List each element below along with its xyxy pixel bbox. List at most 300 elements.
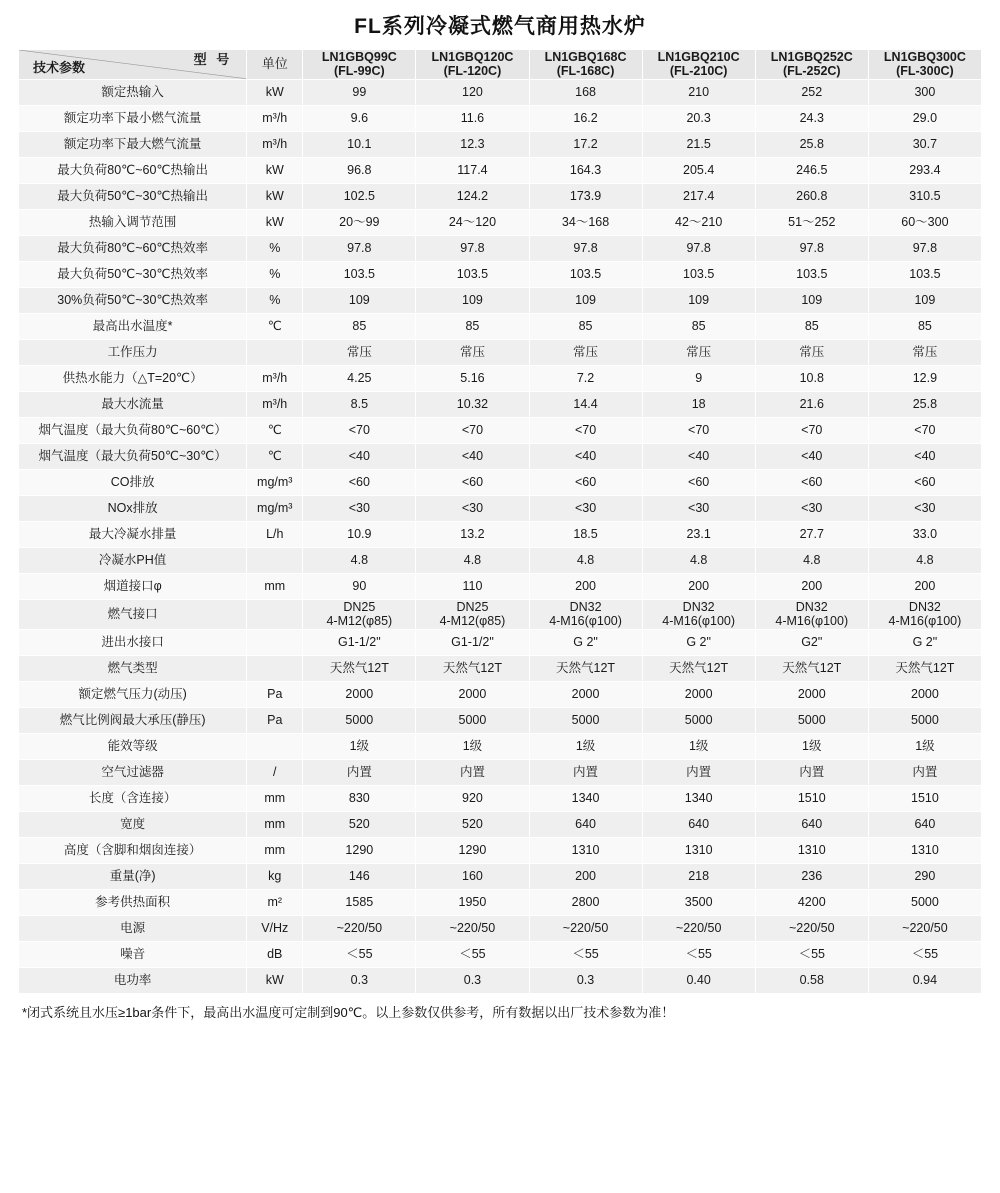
- row-value: 5000: [868, 707, 981, 733]
- row-parameter: 长度（含连接）: [19, 785, 247, 811]
- row-value: 20～99: [303, 209, 416, 235]
- table-row: [19, 495, 982, 521]
- row-value: 内置: [642, 759, 755, 785]
- row-unit: Pa: [247, 707, 303, 733]
- row-value: 2000: [303, 681, 416, 707]
- row-unit: L/h: [247, 521, 303, 547]
- table-row: [19, 365, 982, 391]
- row-value: ＜55: [416, 941, 529, 967]
- table-row: [19, 889, 982, 915]
- row-value-secondary: 4-M12(φ85): [439, 614, 506, 629]
- model-code: LN1GBQ252C: [770, 50, 853, 64]
- table-row: [19, 339, 982, 365]
- row-parameter: 燃气类型: [19, 655, 247, 681]
- row-value: G 2": [529, 629, 642, 655]
- row-value: 520: [303, 811, 416, 837]
- row-parameter: 工作压力: [19, 339, 247, 365]
- row-value: [416, 599, 529, 629]
- row-value: 200: [642, 573, 755, 599]
- row-value: 5000: [755, 707, 868, 733]
- row-value: ＜55: [642, 941, 755, 967]
- row-value: 1级: [529, 733, 642, 759]
- row-value: 1510: [868, 785, 981, 811]
- row-value: 18: [642, 391, 755, 417]
- row-value: 天然气12T: [642, 655, 755, 681]
- row-value: 常压: [868, 339, 981, 365]
- row-value: 0.3: [416, 967, 529, 993]
- row-value: 42～210: [642, 209, 755, 235]
- row-value: 160: [416, 863, 529, 889]
- row-value: ~220/50: [755, 915, 868, 941]
- row-value-primary: DN32: [569, 599, 602, 614]
- table-row: [19, 629, 982, 655]
- model-alias: (FL-120C): [443, 64, 502, 79]
- row-value-secondary: 4-M12(φ85): [326, 614, 393, 629]
- row-value: <70: [416, 417, 529, 443]
- row-unit: m³/h: [247, 365, 303, 391]
- row-value: 520: [416, 811, 529, 837]
- model-code: LN1GBQ99C: [321, 50, 397, 64]
- row-value: 103.5: [303, 261, 416, 287]
- row-value: 640: [529, 811, 642, 837]
- table-row: [19, 469, 982, 495]
- row-value: 10.32: [416, 391, 529, 417]
- row-value: G1-1/2": [416, 629, 529, 655]
- model-alias: (FL-300C): [896, 64, 954, 79]
- row-value: 97.8: [416, 235, 529, 261]
- model-header-2: [416, 50, 529, 80]
- row-value: 内置: [868, 759, 981, 785]
- row-value: 60～300: [868, 209, 981, 235]
- specification-table: [18, 49, 982, 994]
- row-value-secondary: 4-M16(φ100): [549, 614, 622, 629]
- row-value: 1310: [868, 837, 981, 863]
- page-title: FL系列冷凝式燃气商用热水炉: [354, 15, 646, 38]
- table-row: [19, 183, 982, 209]
- row-value: 2000: [529, 681, 642, 707]
- row-value: G 2": [868, 629, 981, 655]
- row-value: <70: [755, 417, 868, 443]
- row-value: 0.58: [755, 967, 868, 993]
- table-row: [19, 915, 982, 941]
- model-alias: (FL-210C): [669, 64, 728, 79]
- table-row: [19, 443, 982, 469]
- row-value: <30: [303, 495, 416, 521]
- table-row: [19, 941, 982, 967]
- row-value: 23.1: [642, 521, 755, 547]
- row-value: G2": [755, 629, 868, 655]
- row-value: 0.94: [868, 967, 981, 993]
- row-value: <40: [529, 443, 642, 469]
- row-parameter: 电源: [19, 915, 247, 941]
- row-unit: Pa: [247, 681, 303, 707]
- row-value: 640: [868, 811, 981, 837]
- table-row: [19, 837, 982, 863]
- row-value: 2800: [529, 889, 642, 915]
- row-value: 124.2: [416, 183, 529, 209]
- row-value: 97.8: [642, 235, 755, 261]
- model-label: 型 号: [193, 52, 233, 67]
- row-value: 109: [755, 287, 868, 313]
- row-value: 5000: [868, 889, 981, 915]
- row-value: 4.25: [303, 365, 416, 391]
- row-unit: mm: [247, 573, 303, 599]
- row-unit: kW: [247, 183, 303, 209]
- model-code: LN1GBQ120C: [431, 50, 514, 64]
- row-value: 12.3: [416, 131, 529, 157]
- row-value: 109: [416, 287, 529, 313]
- row-value: [529, 599, 642, 629]
- row-parameter: 电功率: [19, 967, 247, 993]
- row-unit: [247, 547, 303, 573]
- row-parameter: 重量(净): [19, 863, 247, 889]
- table-row: [19, 547, 982, 573]
- row-value: <60: [642, 469, 755, 495]
- row-parameter: 最大水流量: [19, 391, 247, 417]
- row-value: 246.5: [755, 157, 868, 183]
- row-unit: mg/m³: [247, 495, 303, 521]
- row-value: 8.5: [303, 391, 416, 417]
- row-value: 5000: [529, 707, 642, 733]
- row-unit: kW: [247, 209, 303, 235]
- row-value: 920: [416, 785, 529, 811]
- row-value: 2000: [868, 681, 981, 707]
- row-value: 10.1: [303, 131, 416, 157]
- row-value: <70: [868, 417, 981, 443]
- row-parameter: 最高出水温度*: [19, 313, 247, 339]
- model-alias: (FL-168C): [556, 64, 615, 79]
- row-parameter: 参考供热面积: [19, 889, 247, 915]
- row-value: 4.8: [416, 547, 529, 573]
- table-row: [19, 287, 982, 313]
- row-value: 21.5: [642, 131, 755, 157]
- row-value: 27.7: [755, 521, 868, 547]
- table-row: [19, 157, 982, 183]
- row-unit: m³/h: [247, 105, 303, 131]
- row-value: 51～252: [755, 209, 868, 235]
- row-value: <30: [755, 495, 868, 521]
- row-unit: dB: [247, 941, 303, 967]
- row-value: 20.3: [642, 105, 755, 131]
- row-value: 109: [303, 287, 416, 313]
- row-value: 13.2: [416, 521, 529, 547]
- row-parameter: 额定燃气压力(动压): [19, 681, 247, 707]
- row-value: 102.5: [303, 183, 416, 209]
- row-unit: ℃: [247, 443, 303, 469]
- row-parameter: 冷凝水PH值: [19, 547, 247, 573]
- row-unit: kW: [247, 967, 303, 993]
- row-value: 293.4: [868, 157, 981, 183]
- row-unit: [247, 655, 303, 681]
- table-row: [19, 573, 982, 599]
- row-value: 天然气12T: [529, 655, 642, 681]
- row-unit: mg/m³: [247, 469, 303, 495]
- row-value: 109: [642, 287, 755, 313]
- row-value: 常压: [416, 339, 529, 365]
- row-value: <70: [529, 417, 642, 443]
- table-row: [19, 261, 982, 287]
- row-value: 5000: [642, 707, 755, 733]
- row-value-primary: DN25: [456, 599, 489, 614]
- row-value: 200: [529, 573, 642, 599]
- row-parameter: 能效等级: [19, 733, 247, 759]
- row-value: 830: [303, 785, 416, 811]
- row-parameter: 最大冷凝水排量: [19, 521, 247, 547]
- row-value: 常压: [303, 339, 416, 365]
- table-row: [19, 681, 982, 707]
- row-unit: mm: [247, 811, 303, 837]
- row-unit: %: [247, 261, 303, 287]
- row-unit: %: [247, 287, 303, 313]
- table-row: [19, 967, 982, 993]
- row-value: 4200: [755, 889, 868, 915]
- row-value: 2000: [755, 681, 868, 707]
- row-value-primary: DN32: [795, 599, 828, 614]
- model-header-1: [303, 50, 416, 80]
- row-parameter: 额定功率下最小燃气流量: [19, 105, 247, 131]
- row-value: 640: [755, 811, 868, 837]
- row-value: 0.40: [642, 967, 755, 993]
- row-parameter: 烟气温度（最大负荷50℃~30℃）: [19, 443, 247, 469]
- row-value: 常压: [529, 339, 642, 365]
- row-value: 96.8: [303, 157, 416, 183]
- row-value: 1340: [529, 785, 642, 811]
- table-row: [19, 105, 982, 131]
- row-unit: mm: [247, 837, 303, 863]
- row-value-secondary: 4-M16(φ100): [775, 614, 849, 629]
- row-value: 1950: [416, 889, 529, 915]
- row-value: 4.8: [642, 547, 755, 573]
- row-unit: ℃: [247, 313, 303, 339]
- row-unit: [247, 339, 303, 365]
- row-value: 4.8: [529, 547, 642, 573]
- row-value: 11.6: [416, 105, 529, 131]
- row-value: 1级: [303, 733, 416, 759]
- table-row: [19, 313, 982, 339]
- row-value-primary: DN25: [343, 599, 376, 614]
- row-value: ＜55: [303, 941, 416, 967]
- row-value: 29.0: [868, 105, 981, 131]
- row-value: ~220/50: [642, 915, 755, 941]
- table-row: [19, 863, 982, 889]
- row-parameter: 进出水接口: [19, 629, 247, 655]
- row-value: <30: [529, 495, 642, 521]
- row-value: <30: [642, 495, 755, 521]
- row-value: 260.8: [755, 183, 868, 209]
- row-value: 24～120: [416, 209, 529, 235]
- row-value: <60: [529, 469, 642, 495]
- row-value: 200: [755, 573, 868, 599]
- row-value: 85: [529, 313, 642, 339]
- row-value: 1310: [642, 837, 755, 863]
- row-value: <70: [303, 417, 416, 443]
- row-parameter: 最大负荷50℃~30℃热输出: [19, 183, 247, 209]
- row-value: 天然气12T: [755, 655, 868, 681]
- row-value: 85: [868, 313, 981, 339]
- row-value: 12.9: [868, 365, 981, 391]
- row-value: 9: [642, 365, 755, 391]
- table-row: [19, 417, 982, 443]
- row-value: 200: [529, 863, 642, 889]
- row-value: <40: [642, 443, 755, 469]
- row-value: 常压: [642, 339, 755, 365]
- row-parameter: 高度（含脚和烟囱连接）: [19, 837, 247, 863]
- row-value: 103.5: [868, 261, 981, 287]
- row-parameter: 宽度: [19, 811, 247, 837]
- row-value: 天然气12T: [303, 655, 416, 681]
- row-value: [868, 599, 981, 629]
- row-value: 146: [303, 863, 416, 889]
- row-value: 1585: [303, 889, 416, 915]
- row-value: 97.8: [529, 235, 642, 261]
- row-value: 85: [303, 313, 416, 339]
- table-row: [19, 209, 982, 235]
- row-value: [642, 599, 755, 629]
- row-unit: [247, 733, 303, 759]
- row-value: 25.8: [868, 391, 981, 417]
- row-value: 117.4: [416, 157, 529, 183]
- row-value: G1-1/2": [303, 629, 416, 655]
- row-value: 1290: [416, 837, 529, 863]
- row-value: 97.8: [303, 235, 416, 261]
- row-unit: /: [247, 759, 303, 785]
- row-parameter: 烟道接口φ: [19, 573, 247, 599]
- unit-header: 单位: [247, 50, 303, 80]
- row-value: 1310: [755, 837, 868, 863]
- row-parameter: 噪音: [19, 941, 247, 967]
- row-value: 1310: [529, 837, 642, 863]
- param-label: 技术参数: [33, 59, 86, 75]
- row-value: 内置: [755, 759, 868, 785]
- row-value: 110: [416, 573, 529, 599]
- row-value: 常压: [755, 339, 868, 365]
- row-value-secondary: 4-M16(φ100): [888, 614, 962, 629]
- row-parameter: 烟气温度（最大负荷80℃~60℃）: [19, 417, 247, 443]
- row-unit: m³/h: [247, 391, 303, 417]
- row-parameter: 燃气接口: [19, 599, 247, 629]
- row-value: 85: [755, 313, 868, 339]
- row-value: 2000: [416, 681, 529, 707]
- row-value: ~220/50: [416, 915, 529, 941]
- table-row: [19, 235, 982, 261]
- row-value: 103.5: [529, 261, 642, 287]
- row-value: 0.3: [529, 967, 642, 993]
- row-value-secondary: 4-M16(φ100): [662, 614, 736, 629]
- row-value: <40: [868, 443, 981, 469]
- row-value: 103.5: [642, 261, 755, 287]
- row-value: 0.3: [303, 967, 416, 993]
- row-value: 217.4: [642, 183, 755, 209]
- row-value: 252: [755, 79, 868, 105]
- row-value: 21.6: [755, 391, 868, 417]
- row-value: ~220/50: [529, 915, 642, 941]
- row-value: 97.8: [868, 235, 981, 261]
- table-row: [19, 79, 982, 105]
- table-row: [19, 759, 982, 785]
- row-unit: V/Hz: [247, 915, 303, 941]
- row-value: 1290: [303, 837, 416, 863]
- model-header-3: [529, 50, 642, 80]
- row-value: 1级: [868, 733, 981, 759]
- row-value: <40: [303, 443, 416, 469]
- row-unit: kg: [247, 863, 303, 889]
- row-value: 33.0: [868, 521, 981, 547]
- row-parameter: 燃气比例阀最大承压(静压): [19, 707, 247, 733]
- row-value: 310.5: [868, 183, 981, 209]
- row-value: 236: [755, 863, 868, 889]
- model-header-4: [642, 50, 755, 80]
- row-parameter: 最大负荷50℃~30℃热效率: [19, 261, 247, 287]
- footnote: *闭式系统且水压≥1bar条件下，最高出水温度可定制到90℃。以上参数仅供参考，所有数据以出厂技术参数为准！: [22, 1004, 675, 1020]
- row-unit: kW: [247, 157, 303, 183]
- row-value: 9.6: [303, 105, 416, 131]
- table-row: [19, 707, 982, 733]
- row-value: [303, 599, 416, 629]
- row-value: 25.8: [755, 131, 868, 157]
- header-split-cell: [19, 50, 247, 80]
- row-value: 85: [416, 313, 529, 339]
- row-value: 10.8: [755, 365, 868, 391]
- row-value: ＜55: [529, 941, 642, 967]
- row-value: <60: [755, 469, 868, 495]
- row-parameter: 热输入调节范围: [19, 209, 247, 235]
- row-parameter: 供热水能力（△T=20℃）: [19, 365, 247, 391]
- row-value: 99: [303, 79, 416, 105]
- row-unit: m²: [247, 889, 303, 915]
- row-value: 109: [868, 287, 981, 313]
- row-value: 10.9: [303, 521, 416, 547]
- row-value-primary: DN32: [908, 599, 941, 614]
- row-value: 4.8: [303, 547, 416, 573]
- row-value: 164.3: [529, 157, 642, 183]
- row-value: 17.2: [529, 131, 642, 157]
- row-value: <60: [303, 469, 416, 495]
- row-value: 1级: [416, 733, 529, 759]
- model-header-6: [868, 50, 981, 80]
- row-value: 4.8: [868, 547, 981, 573]
- row-value: <40: [416, 443, 529, 469]
- row-parameter: NOx排放: [19, 495, 247, 521]
- row-value: 34～168: [529, 209, 642, 235]
- row-unit: %: [247, 235, 303, 261]
- row-value: <40: [755, 443, 868, 469]
- row-unit: [247, 629, 303, 655]
- row-value: 97.8: [755, 235, 868, 261]
- row-value: <70: [642, 417, 755, 443]
- row-value: 103.5: [755, 261, 868, 287]
- model-code: LN1GBQ168C: [544, 50, 627, 64]
- row-unit: m³/h: [247, 131, 303, 157]
- row-unit: kW: [247, 79, 303, 105]
- table-row: [19, 811, 982, 837]
- table-header-row: [19, 50, 982, 80]
- row-value: 1级: [755, 733, 868, 759]
- row-value-primary: DN32: [682, 599, 715, 614]
- row-parameter: 空气过滤器: [19, 759, 247, 785]
- model-alias: (FL-99C): [333, 64, 385, 79]
- row-value: <60: [416, 469, 529, 495]
- row-value: 5.16: [416, 365, 529, 391]
- row-unit: ℃: [247, 417, 303, 443]
- row-value: [755, 599, 868, 629]
- row-value: 5000: [303, 707, 416, 733]
- row-value: 90: [303, 573, 416, 599]
- row-value: 1级: [642, 733, 755, 759]
- table-row: [19, 521, 982, 547]
- table-row: [19, 655, 982, 681]
- row-value: <60: [868, 469, 981, 495]
- row-value: G 2": [642, 629, 755, 655]
